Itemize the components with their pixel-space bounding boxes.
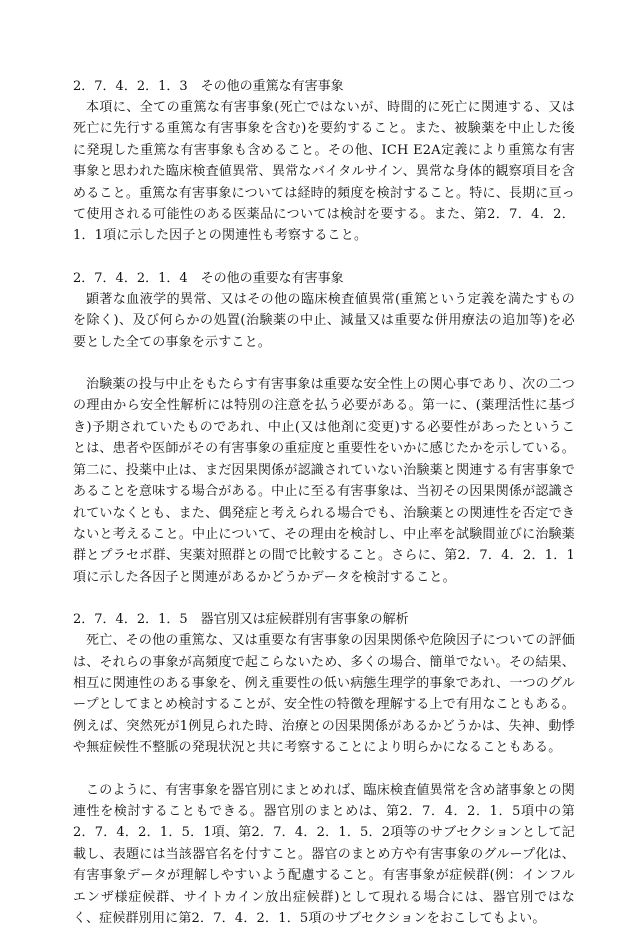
spacer xyxy=(73,588,575,609)
spacer xyxy=(73,247,575,268)
section-paragraph: 顕著な血液学的異常、又はその他の臨床検査値異常(重篤という定義を満たすものを除く)、及び何らかの処置(治験薬の中止、減量又は重要な併用療法の追加等)を必要とした全ての事象を示すこと。 xyxy=(73,291,575,350)
section-2-7-4-2-1-3 xyxy=(73,76,575,247)
spacer xyxy=(73,759,575,780)
section-2-7-4-2-1-5 xyxy=(73,609,575,929)
section-paragraph: このように、有害事象を器官別にまとめれば、臨床検査値異常を含め諸事象との関連性を検討することもできる。器官別のまとめは、第2．7．4．2．1．5項中の第2．7．4．2．1．5．1項、第2．7．4．2．1．5．2項等のサブセクションとして記載し、表題には当該器官名を付すこと。器官のまとめ方や有害事象のグループ化は、有害事象データが理解しやすいよう配慮すること。有害事象が症候群(例：インフルエンザ様症候群、サイトカイン放出症候群)として現れる場合には、器官別ではなく、症候群別用に第2．7．4．2．1．5項のサブセクションをおこしてもよい。 xyxy=(73,782,575,926)
section-heading: 2．7．4．2．1．4 その他の重要な有害事象 xyxy=(73,270,344,286)
document-page xyxy=(73,76,575,929)
section-2-7-4-2-1-4 xyxy=(73,268,575,588)
section-paragraph: 死亡、その他の重篤な、又は重要な有害事象の因果関係や危険因子についての評価は、それらの事象が高頻度で起こらないため、多くの場合、簡単でない。その結果、相互に関連性のある事象を、例え重要性の低い病態生理学的事象であれ、一つのグループとしてまとめ検討することが、安全性の特徴を理解する上で有用なこともある。例えば、突然死が1例見られた時、治療との因果関係があるかどうかは、失神、動悸や無症候性不整脈の発現状況と共に考察することにより明らかになることもある。 xyxy=(73,633,575,756)
section-paragraph: 本項に、全ての重篤な有害事象(死亡ではないが、時間的に死亡に関連する、又は死亡に先行する重篤な有害事象を含む)を要約すること。また、被験薬を中止した後に発現した重篤な有害事象も含めること。その他、ICH E2A定義により重篤な有害事象と思われた臨床検査値異常、異常なバイタルサイン、異常な身体的観察項目を含めること。重篤な有害事象については経時的頻度を検討すること。特に、長期に亘って使用される可能性のある医薬品については検討を要する。また、第2．7．4．2．1．1項に示した因子との関連性も考察すること。 xyxy=(73,100,575,244)
section-paragraph: 治験薬の投与中止をもたらす有害事象は重要な安全性上の関心事であり、次の二つの理由から安全性解析には特別の注意を払う必要がある。第一に、(薬理活性に基づき)予期されていたものであれ、中止(又は他剤に変更)する必要性があったということは、患者や医師がその有害事象の重症度と重要性をいかに感じたかを示している。第二に、投薬中止は、まだ因果関係が認識されていない治験薬と関連する有害事象であることを意味する場合がある。中止に至る有害事象は、当初その因果関係が認識されていなくとも、また、偶発症と考えられる場合でも、治験薬との関連性を否定できないと考えること。中止について、その理由を検討し、中止率を試験間並びに治験薬群とプラセボ群、実薬対照群との間で比較すること。さらに、第2．7．4．2．1．1項に示した各因子と関連があるかどうかデータを検討すること。 xyxy=(73,377,575,585)
spacer xyxy=(73,353,575,374)
section-heading: 2．7．4．2．1．3 その他の重篤な有害事象 xyxy=(73,79,344,94)
section-heading: 2．7．4．2．1．5 器官別又は症候群別有害事象の解析 xyxy=(73,612,409,628)
